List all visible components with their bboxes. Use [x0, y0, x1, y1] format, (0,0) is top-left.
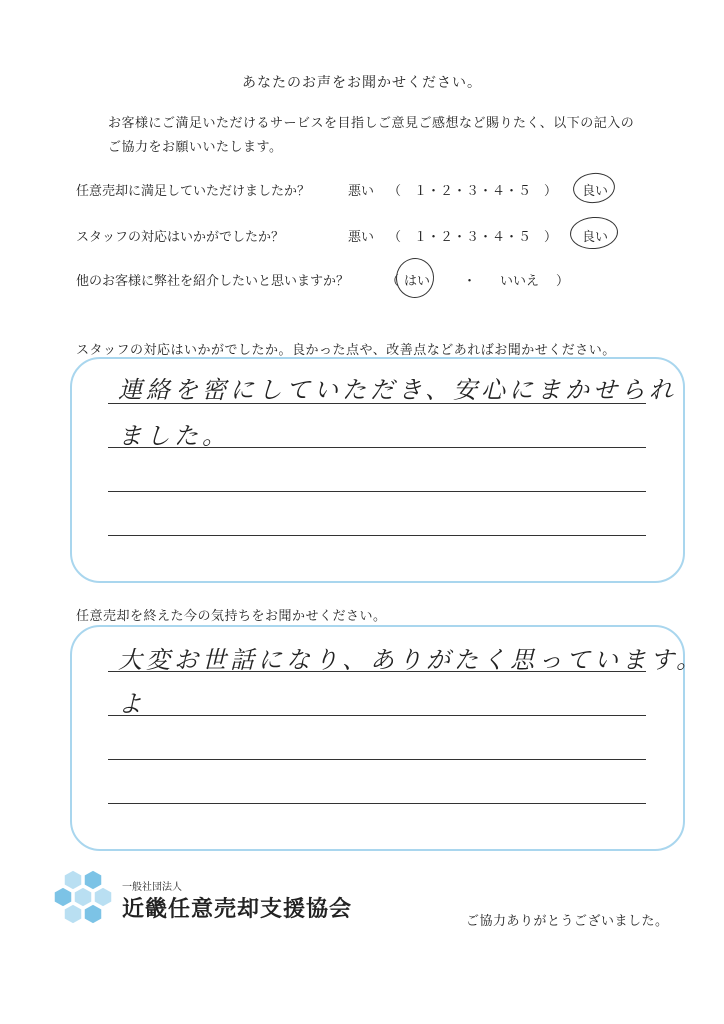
comment-1-rule-4 [108, 535, 646, 536]
question-3-yes-label: はい [404, 274, 431, 289]
question-1-scale: （ １・２・３・４・５ ） [388, 184, 558, 199]
intro-line-1: お客様にご満足いただけるサービスを目指しご意見ご感想など賜りたく、以下の記入の [108, 116, 635, 131]
comment-1-rule-3 [108, 491, 646, 492]
question-3-close-paren: ） [556, 274, 570, 289]
question-1-answer-circle [572, 171, 617, 205]
comment-2-rule-3 [108, 759, 646, 760]
comment-2-prompt: 任意売却を終えた今の気持ちをお聞かせください。 [76, 609, 387, 624]
comment-1-prompt: スタッフの対応はいかがでしたか。良かった点や、改善点などあればお聞かせください。 [76, 343, 616, 358]
page-title: あなたのお声をお聞かせください。 [242, 75, 482, 91]
thanks-text: ご協力ありがとうございました。 [466, 914, 669, 929]
question-2-good-label: 良い [582, 230, 609, 245]
question-3-dot: ・ [463, 274, 477, 289]
question-1-text: 任意売却に満足していただけましたか？ [76, 184, 311, 199]
hexagon-logo-icon [52, 868, 114, 928]
question-3-open-paren: （ [386, 274, 400, 289]
comment-1-handwriting-line-2: ました。 [118, 422, 230, 450]
intro-line-2: ご協力をお願いいたします。 [108, 140, 283, 155]
question-2-scale: （ １・２・３・４・５ ） [388, 230, 558, 245]
comment-2-rule-2 [108, 715, 646, 716]
comment-2-handwriting-line-1: 大変お世話になり、ありがたく思っています。 [118, 646, 705, 674]
question-1-good-label: 良い [582, 184, 609, 199]
org-type: 一般社団法人 [122, 882, 182, 893]
question-2-text: スタッフの対応はいかがでしたか？ [76, 230, 285, 245]
question-2-bad-label: 悪い [348, 230, 375, 245]
comment-2-handwriting-line-2: よ [118, 690, 146, 718]
question-1-bad-label: 悪い [348, 184, 375, 199]
question-2-answer-circle [569, 215, 619, 250]
question-3-answer-circle [393, 256, 436, 301]
org-name: 近畿任意売却支援協会 [122, 897, 353, 922]
comment-2-rule-4 [108, 803, 646, 804]
comment-1-handwriting-line-1: 連絡を密にしていただき、安心にまかせられ [118, 376, 678, 404]
question-3-text: 他のお客様に弊社を紹介したいと思いますか？ [76, 274, 350, 289]
question-3-no-label: いいえ [500, 274, 540, 289]
